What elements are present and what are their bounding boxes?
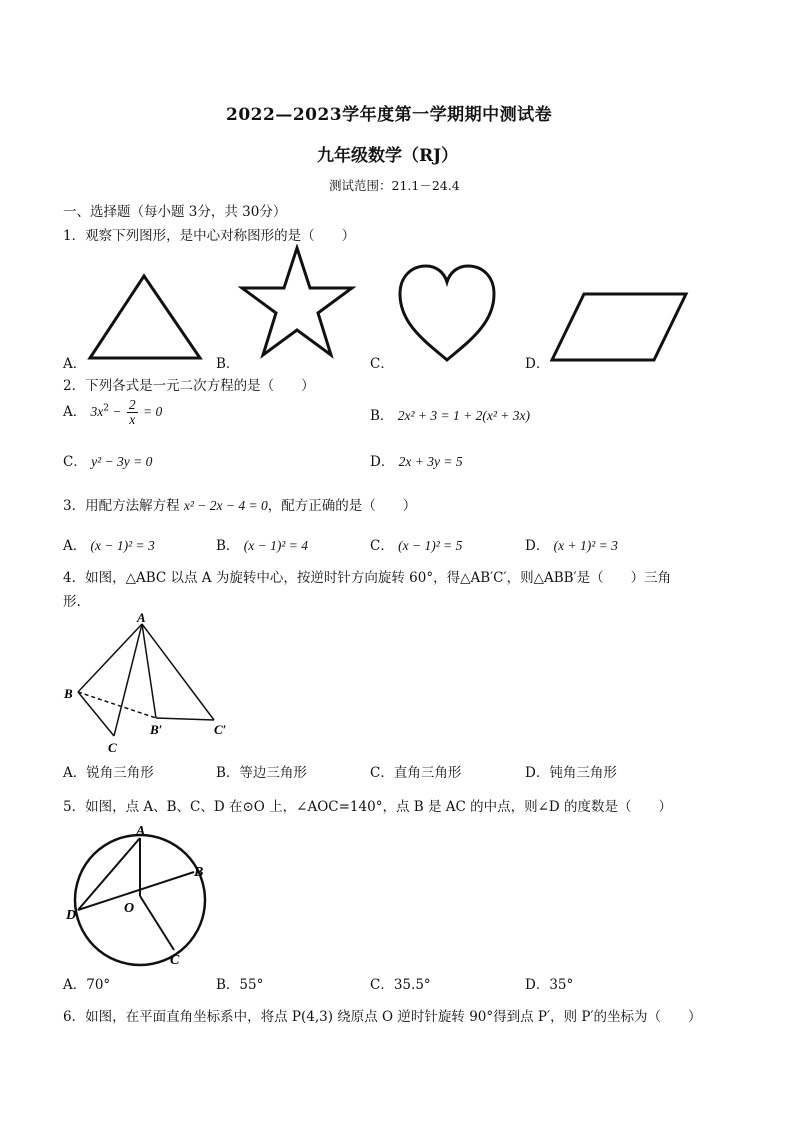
q3-option-b — [216, 534, 308, 554]
q4-label-b: B — [64, 686, 73, 701]
q3-option-a — [63, 534, 155, 554]
q2-option-c — [63, 450, 152, 470]
q2-option-b-label: B． — [370, 408, 394, 424]
q4-option-b-label: B． — [216, 765, 240, 781]
q5-option-c-text: 35.5° — [393, 977, 431, 993]
parallelogram-figure — [548, 290, 690, 364]
q4-option-c-label: C． — [370, 765, 394, 781]
q3-option-c-label: C． — [370, 538, 394, 554]
q5-label-o: O — [124, 901, 135, 916]
q5-circle-figure — [62, 822, 224, 972]
q1-option-c-label: C． — [370, 356, 394, 372]
q2-option-a-numerator: 2 — [128, 397, 136, 412]
q4-option-a-text: 锐角三角形 — [86, 765, 154, 781]
q1-option-d-label: D． — [525, 356, 550, 372]
q3-option-a-expr: (x − 1)² = 3 — [90, 538, 155, 553]
q4-option-a — [63, 761, 154, 781]
q4-label-c: C — [108, 740, 117, 755]
q2-option-a-tail: = 0 — [139, 404, 163, 420]
q5-label-d: D — [66, 908, 77, 923]
q5-label-c: C — [170, 953, 180, 968]
q3-stem-pre: 3．用配方法解方程 — [63, 498, 184, 514]
q5-option-d-label: D． — [525, 977, 550, 993]
q2-option-b — [370, 404, 530, 424]
q2-option-a-minus: − — [109, 404, 125, 420]
q2-option-d-expr: 2x + 3y = 5 — [398, 454, 463, 469]
q2-option-a-label: A． — [63, 404, 87, 421]
q3-stem-equation: x² − 2x − 4 = 0 — [183, 498, 268, 513]
q5-option-a — [63, 973, 110, 993]
exam-subtitle: 九年级数学（RJ） — [317, 146, 459, 166]
exam-title: 2022—2023学年度第一学期期中测试卷 — [226, 105, 553, 125]
q5-option-d — [525, 973, 573, 993]
q4-label-c-prime: C′ — [214, 722, 227, 737]
q2-option-c-expr: y² − 3y = 0 — [91, 454, 153, 469]
q1-option-a-label: A． — [63, 356, 87, 372]
q4-option-a-label: A． — [63, 765, 87, 781]
q5-option-b-text: 55° — [239, 977, 264, 993]
q3-option-d — [525, 534, 618, 554]
test-scope: 测试范围：21.1－24.4 — [329, 178, 460, 193]
q2-option-a-fraction — [127, 398, 138, 427]
star-figure — [238, 244, 356, 360]
q3-option-d-expr: (x + 1)² = 3 — [553, 538, 618, 553]
q4-option-c — [370, 761, 461, 781]
q4-option-d-label: D． — [525, 765, 550, 781]
q5-option-b-label: B． — [216, 977, 240, 993]
q4-stem-line1: 4．如图，△ABC 以点 A 为旋转中心，按逆时针方向旋转 60°，得△AB′C′，则△ABB′是（ ）三角 — [63, 570, 672, 586]
q5-stem: 5．如图，点 A、B、C、D 在⊙O 上，∠AOC=140°，点 B 是 AC 的中点，则∠D 的度数是（ ） — [63, 799, 673, 815]
q3-option-b-expr: (x − 1)² = 4 — [243, 538, 308, 553]
q3-option-c — [370, 534, 462, 554]
q3-option-c-expr: (x − 1)² = 5 — [398, 538, 463, 553]
q3-stem-post: ，配方正确的是（ ） — [267, 498, 417, 514]
q5-option-a-label: A． — [63, 977, 87, 993]
q5-option-a-text: 70° — [86, 977, 111, 993]
triangle-figure — [86, 272, 206, 362]
q4-label-a: A — [137, 610, 146, 625]
q4-option-c-text: 直角三角形 — [393, 765, 462, 781]
q3-option-d-label: D． — [525, 538, 550, 554]
q3-option-b-label: B． — [216, 538, 240, 554]
q2-option-a-denominator: x — [129, 412, 136, 428]
heart-figure — [396, 262, 498, 364]
q6-stem: 6．如图，在平面直角坐标系中，将点 P(4,3) 绕原点 O 逆时针旋转 90°得到点 P′，则 P′的坐标为（ ） — [63, 1009, 702, 1025]
q2-option-c-label: C． — [63, 454, 87, 470]
q1-stem: 1．观察下列图形，是中心对称图形的是（ ） — [63, 228, 356, 244]
q2-option-a-lead: 3x — [90, 404, 104, 420]
q5-option-c — [370, 973, 431, 993]
q2-option-d-label: D． — [370, 454, 395, 470]
q4-rotation-figure — [60, 608, 240, 758]
q4-label-b-prime: B′ — [150, 722, 163, 737]
q4-option-d-text: 钝角三角形 — [549, 765, 617, 781]
q2-stem: 2．下列各式是一元二次方程的是（ ） — [63, 378, 315, 394]
q4-option-b — [216, 761, 307, 781]
q2-option-a-exponent: 2 — [103, 403, 110, 414]
q2-option-d — [370, 450, 463, 470]
q5-label-a: A — [136, 824, 146, 839]
q4-option-b-text: 等边三角形 — [239, 765, 307, 781]
q4-option-d — [525, 761, 617, 781]
q5-option-d-text: 35° — [549, 977, 574, 993]
q3-stem — [63, 494, 416, 514]
q3-option-a-label: A． — [63, 538, 87, 554]
q4-stem-line2: 形. — [63, 594, 81, 610]
q5-option-b — [216, 973, 263, 993]
q2-option-b-expr: 2x² + 3 = 1 + 2(x² + 3x) — [397, 408, 530, 423]
q5-label-b: B — [194, 865, 204, 880]
q5-option-c-label: C． — [370, 977, 394, 993]
section-heading: 一、选择题（每小题 3分，共 30分） — [63, 204, 287, 220]
q2-option-a — [63, 398, 162, 427]
q1-option-b-label: B． — [216, 356, 240, 372]
